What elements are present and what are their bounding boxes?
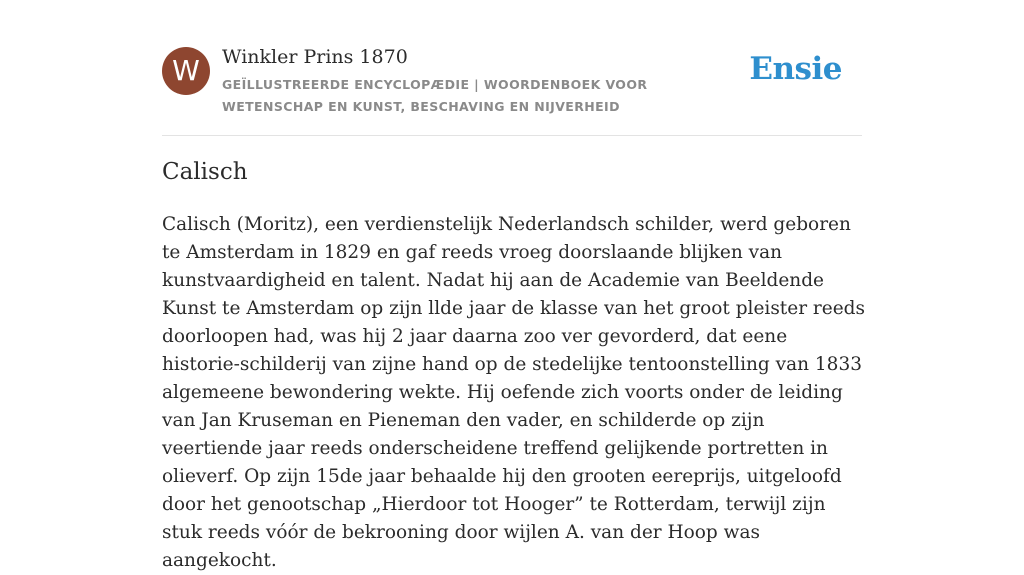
source-subtitle: GEÏLLUSTREERDE ENCYCLOPÆDIE | WOORDENBOEK VOOR WETENSCHAP EN KUNST, BESCHAVING EN NIJVERHEID: [222, 77, 648, 114]
article-title: Calisch: [162, 159, 248, 185]
source-avatar[interactable]: W: [162, 47, 210, 95]
source-title[interactable]: Winkler Prins 1870: [222, 46, 408, 68]
source-header: [162, 44, 862, 136]
ensie-logo[interactable]: Ensie: [749, 51, 842, 87]
article-body: Calisch (Moritz), een verdienstelijk Nederlandsch schilder, werd geboren te Amsterdam in 1829 en gaf reeds vroeg doorslaande blijken van kunstvaardigheid en talent. Nadat hij aan de Academie van Beeldende Kunst te Amsterdam op zijn llde jaar de klasse van het groot pleister reeds doorloopen had, was hij 2 jaar daarna zoo ver gevorderd, dat eene historie-schilderij van zijne hand op de stedelijke tentoonstelling van 1833 algemeene bewondering wekte. Hij oefende zich voorts onder de leiding van Jan Kruseman en Pieneman den vader, en schilderde op zijn veertiende jaar reeds onderscheidene treffend gelijkende portretten in olieverf. Op zijn 15de jaar behaalde hij den grooten eereprijs, uitgeloofd door het genootschap „Hierdoor tot Hooger” te Rotterdam, terwijl zijn stuk reeds vóór de bekrooning door wijlen A. van der Hoop was aangekocht.: [162, 214, 865, 571]
